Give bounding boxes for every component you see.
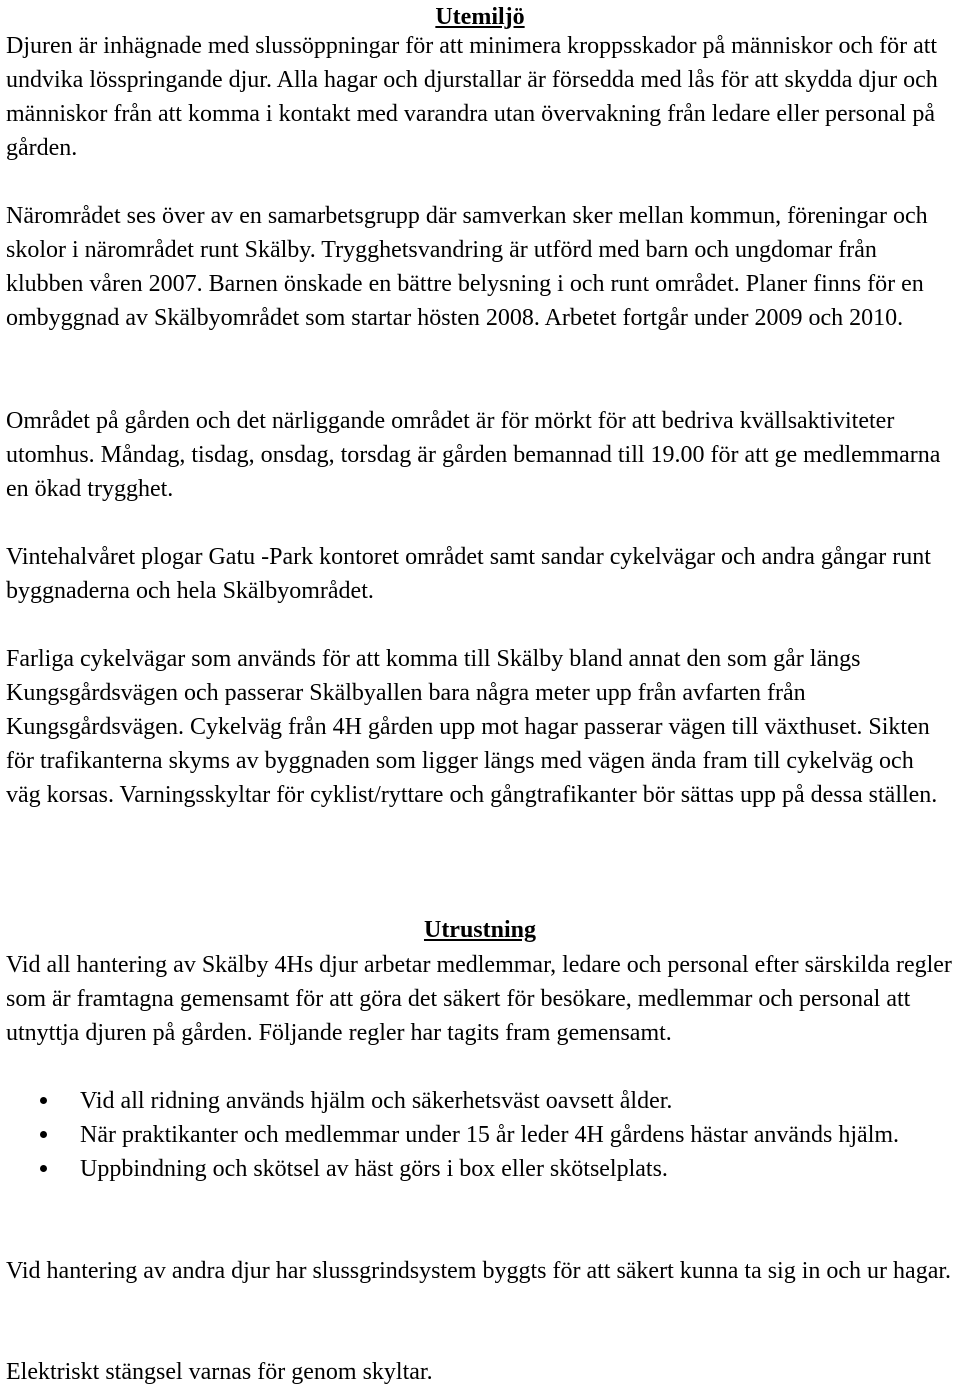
section-heading-utemiljo: Utemiljö <box>435 4 525 30</box>
list-item <box>6 1084 954 1118</box>
paragraph-dangerous-bike-paths: Farliga cykelvägar som används för att komma till Skälby bland annat den som går längs Kungsgårdsvägen och passerar Skälbyallen bara några meter upp från avfarten från Kungsgårdsvägen. Cykelväg från 4H gården upp mot hagar passerar vägen till växthuset. Sikten för trafikanterna skyms av byggnaden som ligger längs med vägen ända fram till cykelväg och väg korsas. Varningsskyltar för cyklist/ryttare och gångtrafikanter bör sättas upp på dessa ställen. <box>6 646 938 808</box>
bullet-icon <box>40 1165 47 1172</box>
paragraph-electric-fence: Elektriskt stängsel varnas för genom skyltar. <box>6 1359 433 1385</box>
bullet-icon <box>40 1097 47 1104</box>
section-heading-utrustning: Utrustning <box>423 917 537 943</box>
paragraph-lighting: Området på gården och det närliggande området är för mörkt för att bedriva kvällsaktiviteter utomhus. Måndag, tisdag, onsdag, torsdag är gården bemannad till 19.00 för att ge medlemmarna en ökad trygghet. <box>6 408 941 502</box>
paragraph-rules-intro: Vid all hantering av Skälby 4Hs djur arbetar medlemmar, ledare och personal efter särskilda regler som är framtagna gemensamt för att göra det säkert för besökare, medlemmar och personal att utnyttja djuren på gården. Följande regler har tagits fram gemensamt. <box>6 952 952 1046</box>
paragraph-winter-maintenance: Vintehalvåret plogar Gatu -Park kontoret området samt sandar cykelvägar och andra gångar runt byggnaderna och hela Skälbyområdet. <box>6 544 931 604</box>
rule-text: När praktikanter och medlemmar under 15 år leder 4H gårdens hästar används hjälm. <box>80 1122 900 1148</box>
paragraph-enclosures: Djuren är inhägnade med slussöppningar för att minimera kroppsskador på människor och för att undvika lösspringande djur. Alla hagar och djurstallar är försedda med lås för att skydda djur och människor från att komma i kontakt med varandra utan övervakning från ledare eller personal på gården. <box>6 33 938 161</box>
list-item <box>6 1118 954 1152</box>
bullet-icon <box>40 1131 47 1138</box>
rule-text: Vid all ridning används hjälm och säkerhetsväst oavsett ålder. <box>80 1088 673 1114</box>
paragraph-gate-system: Vid hantering av andra djur har slussgrindsystem byggts för att säkert kunna ta sig in och ur hagar. <box>6 1258 952 1284</box>
rule-text: Uppbindning och skötsel av häst görs i box eller skötselplats. <box>80 1156 668 1182</box>
rules-list <box>6 1084 954 1186</box>
list-item <box>6 1152 954 1186</box>
paragraph-neighborhood: Närområdet ses över av en samarbetsgrupp där samverkan sker mellan kommun, föreningar och skolor i närområdet runt Skälby. Trygghetsvandring är utförd med barn och ungdomar från klubben våren 2007. Barnen önskade en bättre belysning i och runt området. Planer finns för en ombyggnad av Skälbyområdet som startar hösten 2008. Arbetet fortgår under 2009 och 2010. <box>6 203 928 331</box>
